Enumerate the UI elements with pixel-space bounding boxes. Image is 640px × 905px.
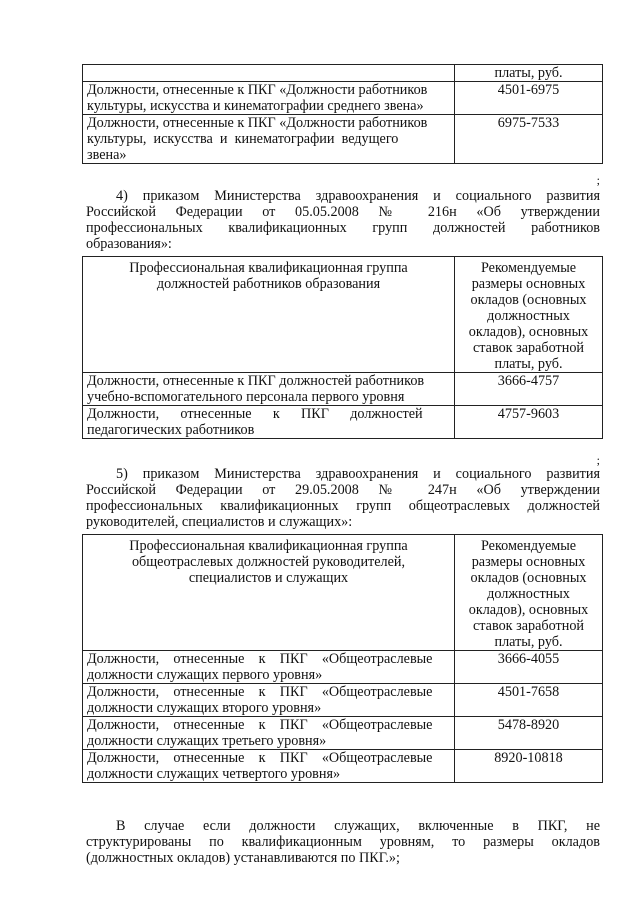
header-line: окладов), основных: [468, 324, 589, 340]
salary-range-cell: 4757-9603: [455, 406, 603, 439]
position-line: Должности, отнесенные к ПКГ должностей работников: [87, 373, 425, 389]
header-salary-cell: [455, 257, 603, 373]
table-header-row: [83, 535, 603, 651]
header-group-cell: [83, 257, 455, 373]
table-row: [83, 115, 603, 164]
position-line: Должности, отнесенные к ПКГ «Общеотраслевые: [87, 684, 433, 700]
position-line: должности служащих четвертого уровня»: [87, 766, 341, 782]
position-line: культуры, искусства и кинематографии среднего звена»: [87, 98, 424, 114]
header-empty-cell: [83, 65, 455, 82]
header-line: платы, руб.: [494, 634, 563, 650]
salary-range-cell: 3666-4055: [455, 651, 603, 684]
header-line: окладов (основных: [470, 570, 587, 586]
header-line: должностных: [487, 308, 570, 324]
header-line: Рекомендуемые: [480, 538, 577, 554]
header-line: должностных: [487, 586, 570, 602]
position-line: Должности, отнесенные к ПКГ «Должности работников: [87, 115, 428, 131]
paragraph-line: руководителей, специалистов и служащих»:: [86, 514, 353, 530]
header-line: платы, руб.: [494, 356, 563, 372]
header-group-cell: [83, 535, 455, 651]
position-line: должности служащих второго уровня»: [87, 700, 322, 716]
position-cell: [83, 373, 455, 406]
paragraph-line: В случае если должности служащих, включенные в ПКГ, не: [116, 818, 600, 834]
header-tail-cell: платы, руб.: [455, 65, 603, 82]
paragraph-line: (должностных окладов) устанавливаются по ПКГ.»;: [86, 850, 400, 866]
paragraph-order-216n: [86, 188, 600, 252]
header-line: окладов), основных: [468, 602, 589, 618]
position-cell: [83, 651, 455, 684]
position-line: Должности, отнесенные к ПКГ должностей: [87, 406, 423, 422]
salary-range-cell: 5478-8920: [455, 717, 603, 750]
header-line: Рекомендуемые: [480, 260, 577, 276]
salary-range-cell: 6975-7533: [455, 115, 603, 164]
position-line: Должности, отнесенные к ПКГ «Общеотраслевые: [87, 717, 433, 733]
header-line: ставок заработной: [473, 340, 584, 356]
paragraph-line: профессиональных квалификационных групп общеотраслевых должностей: [86, 498, 600, 514]
paragraph-line: Российской Федерации от 05.05.2008 № 216н «Об утверждении: [86, 204, 600, 220]
table-row: [83, 82, 603, 115]
table-row: [83, 750, 603, 783]
header-line: должностей работников образования: [156, 276, 381, 292]
table-row: [83, 717, 603, 750]
position-line: Должности, отнесенные к ПКГ «Общеотраслевые: [87, 750, 433, 766]
header-salary-cell: [455, 535, 603, 651]
position-line: культуры, искусства и кинематографии ведущего: [87, 131, 399, 147]
table-header-tail-row: [83, 65, 603, 82]
header-line: Профессиональная квалификационная группа: [129, 538, 408, 554]
salary-range-cell: 3666-4757: [455, 373, 603, 406]
paragraph-final-note: [86, 818, 600, 866]
position-cell: [83, 82, 455, 115]
table-continued: [82, 64, 603, 164]
paragraph-line: Российской Федерации от 29.05.2008 № 247н «Об утверждении: [86, 482, 600, 498]
paragraph-line: профессиональных квалификационных групп должностей работников: [86, 220, 600, 236]
table-general-industry-positions: [82, 534, 603, 783]
header-line: размеры основных: [471, 276, 586, 292]
header-line: специалистов и служащих: [188, 570, 349, 586]
paragraph-line: структурированы по квалификационным уровням, то размеры окладов: [86, 834, 600, 850]
paragraph-line: 4) приказом Министерства здравоохранения и социального развития: [116, 188, 600, 204]
position-line: Должности, отнесенные к ПКГ «Должности работников: [87, 82, 428, 98]
position-line: должности служащих первого уровня»: [87, 667, 323, 683]
table-row: [83, 684, 603, 717]
position-cell: [83, 406, 455, 439]
position-cell: [83, 115, 455, 164]
position-line: должности служащих третьего уровня»: [87, 733, 327, 749]
semicolon-mark: ;: [596, 453, 600, 467]
header-line: окладов (основных: [470, 292, 587, 308]
position-line: Должности, отнесенные к ПКГ «Общеотраслевые: [87, 651, 433, 667]
table-header-row: [83, 257, 603, 373]
position-cell: [83, 750, 455, 783]
table-education-workers: [82, 256, 603, 439]
position-line: звена»: [87, 147, 127, 163]
position-line: педагогических работников: [87, 422, 255, 438]
salary-range-cell: 4501-6975: [455, 82, 603, 115]
position-cell: [83, 717, 455, 750]
semicolon-mark: ;: [596, 173, 600, 187]
salary-range-cell: 8920-10818: [455, 750, 603, 783]
header-line: размеры основных: [471, 554, 586, 570]
header-line: Профессиональная квалификационная группа: [129, 260, 408, 276]
header-line: ставок заработной: [473, 618, 584, 634]
header-line: общеотраслевых должностей руководителей,: [131, 554, 406, 570]
paragraph-order-247n: [86, 466, 600, 530]
position-cell: [83, 684, 455, 717]
table-row: [83, 406, 603, 439]
salary-range-cell: 4501-7658: [455, 684, 603, 717]
paragraph-line: 5) приказом Министерства здравоохранения и социального развития: [116, 466, 600, 482]
position-line: учебно-вспомогательного персонала первого уровня: [87, 389, 405, 405]
table-row: [83, 373, 603, 406]
paragraph-line: образования»:: [86, 236, 172, 252]
table-row: [83, 651, 603, 684]
